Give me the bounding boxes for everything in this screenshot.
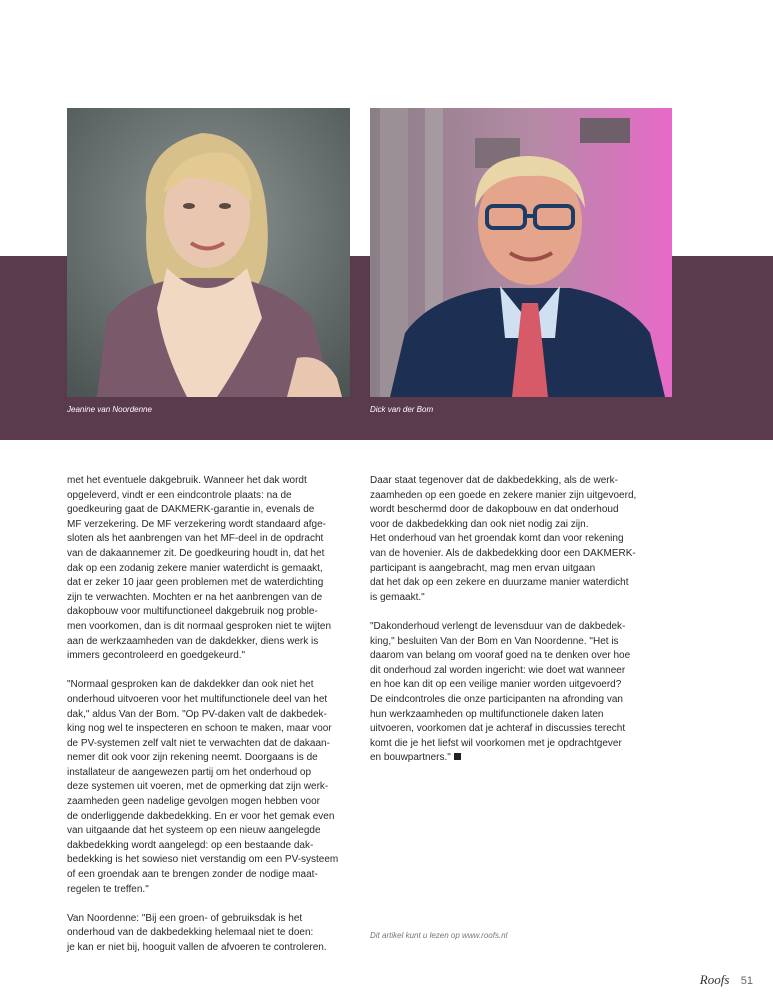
end-of-article-square-icon <box>454 753 461 760</box>
text-line: bedekking is het sowieso niet verstandig om een PV-systeem <box>67 854 339 866</box>
text-line: immers gecontroleerd en goedgekeurd." <box>67 650 246 662</box>
text-line: je kan er niet bij, hooguit vallen de afvoeren te controleren. <box>67 942 327 953</box>
paragraph <box>67 678 359 897</box>
text-line: zijn te verwachten. Mochten er na het aanbrengen van de <box>67 591 323 603</box>
text-line: aan de werkzaamheden van de dakdekker, diens werk is <box>67 635 319 647</box>
text-line: dat er zeker 10 jaar geen problemen met de waterdichting <box>67 577 324 589</box>
photo-caption-left: Jeanine van Noordenne <box>67 405 152 414</box>
text-line: De eindcontroles die onze participanten na afronding van <box>370 693 623 705</box>
page-footer <box>700 972 753 988</box>
text-line: voor de dakbedekking dan ook niet nodig zai zijn. <box>370 518 589 530</box>
text-line: dit onderhoud zal worden ingericht: wie doet wat wanneer <box>370 664 626 676</box>
text-line: MF verzekering. De MF verzekering wordt standaard afge- <box>67 518 326 530</box>
text-line: Daar staat tegenover dat de dakbedekking, als de werk- <box>370 475 618 486</box>
text-line: van de dakaannemer zit. De goedkeuring houdt in, dat het <box>67 547 325 559</box>
text-line: king nog wel te inspecteren en schoon te maken, maar voor <box>67 723 332 735</box>
paragraph <box>67 912 359 956</box>
text-line: men voorkomen, dan is dit normaal gesproken niet te wijten <box>67 620 332 632</box>
text-line: zaamheden geen nadelige gevolgen mogen hebben voor <box>67 796 320 808</box>
text-line: participant is aangebracht, mag men ervan uitgaan <box>370 562 596 574</box>
text-line: "Dakonderhoud verlengt de levensduur van de dakbedek- <box>370 620 626 632</box>
page-number: 51 <box>740 975 753 987</box>
text-line: regelen te treffen." <box>67 883 149 895</box>
text-line: nemer dit ook voor zijn rekening neemt. Doorgaans is de <box>67 752 318 764</box>
text-line: uitvoeren, voorkomen dat je achteraf in discussies terecht <box>370 723 626 735</box>
paragraph <box>370 620 660 766</box>
text-line: Het onderhoud van het groendak komt dan voor rekening <box>370 533 624 545</box>
text-line: dakopbouw voor multifunctioneel dakgebruik nog proble- <box>67 606 318 618</box>
text-line: met het eventuele dakgebruik. Wanneer het dak wordt <box>67 475 307 486</box>
text-line: daarom van belang om vooraf goed na te denken over hoe <box>370 650 631 662</box>
paragraph <box>370 474 660 605</box>
text-line: de onderliggende dakbedekking. En er voor het gemak even <box>67 810 335 822</box>
article-column-left <box>67 474 359 970</box>
text-line: sloten als het aanbrengen van het MF-deel in de opdracht <box>67 533 324 545</box>
text-line: van uitgaande dat het systeem op een nieuw aangelegde <box>67 825 321 837</box>
text-line: komt die je het liefst wil voorkomen met je opdrachtgever <box>370 737 622 749</box>
magazine-brand: Roofs <box>699 972 730 987</box>
article-footnote: Dit artikel kunt u lezen op www.roofs.nl <box>370 931 508 940</box>
text-line: of een groendak aan te brengen zonder de nodige maat- <box>67 869 318 881</box>
text-line: onderhoud van de dakbedekking helemaal niet te doen: <box>67 927 314 939</box>
text-line: van de hovenier. Als de dakbedekking door een DAKMERK- <box>370 547 636 559</box>
text-line: installateur de aangewezen partij om het onderhoud op <box>67 766 312 778</box>
paragraph <box>67 474 359 664</box>
article-column-right <box>370 474 660 780</box>
text-line: king," besluiten Van der Bom en Van Noordenne. "Het is <box>370 635 619 647</box>
text-line: onderhoud uitvoeren voor het multifunctionele deel van het <box>67 693 328 705</box>
text-line: Van Noordenne: "Bij een groen- of gebruiksdak is het <box>67 912 303 924</box>
text-line: goedkeuring gaat de DAKMERK-garantie in, evenals de <box>67 504 315 516</box>
text-line: deze systemen uit voeren, met de opmerking dat zijn werk- <box>67 781 329 793</box>
text-line: en hoe kan dit op een veilige manier worden uitgevoerd? <box>370 679 622 691</box>
text-line: dakbedekking wordt aangelegd: op een bestaande dak- <box>67 839 314 851</box>
text-line: wordt beschermd door de dakopbouw en dat onderhoud <box>370 504 619 516</box>
portrait-photo-jeanine <box>67 108 350 397</box>
portrait-photo-dick <box>370 108 672 397</box>
text-line: opgeleverd, vindt er een eindcontrole plaats: na de <box>67 489 292 501</box>
text-line: zaamheden op een goede en zekere manier zijn uitgevoerd, <box>370 489 637 501</box>
text-line: is gemaakt." <box>370 591 425 603</box>
text-line: hun werkzaamheden op multifunctionele daken laten <box>370 708 604 720</box>
text-line: dat het dak op een zekere en duurzame manier waterdicht <box>370 577 629 589</box>
photo-caption-right: Dick van der Bom <box>370 405 434 414</box>
text-line: dak op een zodanig zekere manier waterdicht is gemaakt, <box>67 562 323 574</box>
text-line: "Normaal gesproken kan de dakdekker dan ook niet het <box>67 679 314 691</box>
text-line: en bouwpartners." <box>370 751 660 766</box>
text-line: dak," aldus Van der Bom. "Op PV-daken valt de dakbedek- <box>67 708 327 720</box>
text-line: de PV-systemen zelf valt niet te verwachten dat de dakaan- <box>67 737 330 749</box>
